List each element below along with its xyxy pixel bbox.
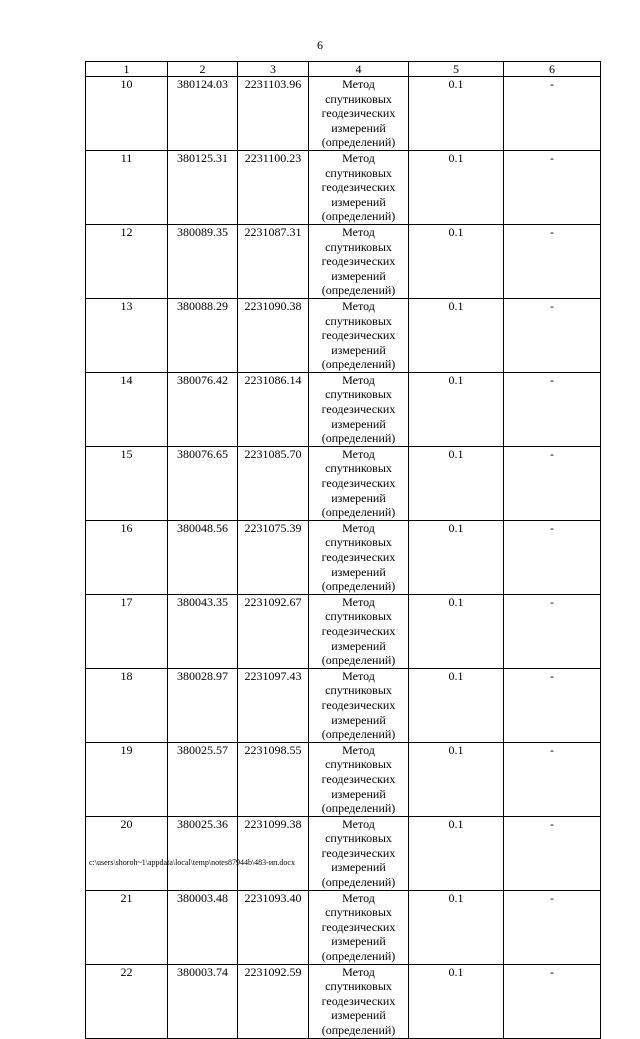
method-cell: Метод спутниковых геодезических измерений (определений) xyxy=(309,964,409,1038)
accuracy-cell: 0.1 xyxy=(409,150,504,224)
table-row xyxy=(86,77,601,151)
accuracy-cell: 0.1 xyxy=(409,742,504,816)
note-cell: - xyxy=(504,668,601,742)
table-row xyxy=(86,298,601,372)
point-number-cell: 11 xyxy=(86,150,168,224)
table-row xyxy=(86,224,601,298)
column-header: 5 xyxy=(409,62,504,77)
y-coordinate-cell: 2231085.70 xyxy=(238,446,309,520)
accuracy-cell: 0.1 xyxy=(409,520,504,594)
y-coordinate-cell: 2231093.40 xyxy=(238,890,309,964)
point-number-cell: 10 xyxy=(86,77,168,151)
accuracy-cell: 0.1 xyxy=(409,890,504,964)
note-cell: - xyxy=(504,372,601,446)
point-number-cell: 13 xyxy=(86,298,168,372)
method-cell: Метод спутниковых геодезических измерений (определений) xyxy=(309,77,409,151)
method-cell: Метод спутниковых геодезических измерений (определений) xyxy=(309,742,409,816)
method-cell: Метод спутниковых геодезических измерений (определений) xyxy=(309,372,409,446)
method-cell: Метод спутниковых геодезических измерений (определений) xyxy=(309,668,409,742)
x-coordinate-cell: 380125.31 xyxy=(168,150,238,224)
point-number-cell: 18 xyxy=(86,668,168,742)
x-coordinate-cell: 380025.57 xyxy=(168,742,238,816)
accuracy-cell: 0.1 xyxy=(409,446,504,520)
method-cell: Метод спутниковых геодезических измерений (определений) xyxy=(309,890,409,964)
accuracy-cell: 0.1 xyxy=(409,668,504,742)
accuracy-cell: 0.1 xyxy=(409,372,504,446)
point-number-cell: 19 xyxy=(86,742,168,816)
table-header-row xyxy=(86,62,601,77)
x-coordinate-cell: 380003.74 xyxy=(168,964,238,1038)
x-coordinate-cell: 380088.29 xyxy=(168,298,238,372)
y-coordinate-cell: 2231086.14 xyxy=(238,372,309,446)
point-number-cell: 22 xyxy=(86,964,168,1038)
y-coordinate-cell: 2231103.96 xyxy=(238,77,309,151)
table-row xyxy=(86,668,601,742)
method-cell: Метод спутниковых геодезических измерений (определений) xyxy=(309,150,409,224)
note-cell: - xyxy=(504,520,601,594)
accuracy-cell: 0.1 xyxy=(409,594,504,668)
table-row xyxy=(86,964,601,1038)
accuracy-cell: 0.1 xyxy=(409,816,504,890)
y-coordinate-cell: 2231097.43 xyxy=(238,668,309,742)
x-coordinate-cell: 380048.56 xyxy=(168,520,238,594)
y-coordinate-cell: 2231090.38 xyxy=(238,298,309,372)
accuracy-cell: 0.1 xyxy=(409,224,504,298)
y-coordinate-cell: 2231075.39 xyxy=(238,520,309,594)
table-row xyxy=(86,816,601,890)
method-cell: Метод спутниковых геодезических измерений (определений) xyxy=(309,446,409,520)
accuracy-cell: 0.1 xyxy=(409,964,504,1038)
note-cell: - xyxy=(504,446,601,520)
file-path-footer: c:\users\shoroh~1\appdata\local\temp\notes87944b\483-ип.docx xyxy=(89,858,295,867)
column-header: 1 xyxy=(86,62,168,77)
method-cell: Метод спутниковых геодезических измерений (определений) xyxy=(309,520,409,594)
page-number: 6 xyxy=(317,38,323,52)
note-cell: - xyxy=(504,298,601,372)
method-cell: Метод спутниковых геодезических измерений (определений) xyxy=(309,224,409,298)
column-header: 3 xyxy=(238,62,309,77)
x-coordinate-cell: 380076.65 xyxy=(168,446,238,520)
point-number-cell: 14 xyxy=(86,372,168,446)
table-row xyxy=(86,150,601,224)
y-coordinate-cell: 2231100.23 xyxy=(238,150,309,224)
note-cell: - xyxy=(504,890,601,964)
y-coordinate-cell: 2231098.55 xyxy=(238,742,309,816)
method-cell: Метод спутниковых геодезических измерений (определений) xyxy=(309,816,409,890)
table-row xyxy=(86,594,601,668)
table-body xyxy=(86,77,601,1039)
note-cell: - xyxy=(504,594,601,668)
table-row xyxy=(86,742,601,816)
note-cell: - xyxy=(504,742,601,816)
note-cell: - xyxy=(504,816,601,890)
point-number-cell: 15 xyxy=(86,446,168,520)
x-coordinate-cell: 380025.36 xyxy=(168,816,238,890)
point-number-cell: 20 xyxy=(86,816,168,890)
accuracy-cell: 0.1 xyxy=(409,77,504,151)
point-number-cell: 12 xyxy=(86,224,168,298)
table-row xyxy=(86,890,601,964)
note-cell: - xyxy=(504,964,601,1038)
y-coordinate-cell: 2231092.67 xyxy=(238,594,309,668)
note-cell: - xyxy=(504,150,601,224)
point-number-cell: 21 xyxy=(86,890,168,964)
x-coordinate-cell: 380089.35 xyxy=(168,224,238,298)
accuracy-cell: 0.1 xyxy=(409,298,504,372)
x-coordinate-cell: 380124.03 xyxy=(168,77,238,151)
x-coordinate-cell: 380028.97 xyxy=(168,668,238,742)
column-header: 6 xyxy=(504,62,601,77)
x-coordinate-cell: 380003.48 xyxy=(168,890,238,964)
note-cell: - xyxy=(504,224,601,298)
table-row xyxy=(86,372,601,446)
column-header: 4 xyxy=(309,62,409,77)
method-cell: Метод спутниковых геодезических измерений (определений) xyxy=(309,298,409,372)
x-coordinate-cell: 380076.42 xyxy=(168,372,238,446)
method-cell: Метод спутниковых геодезических измерений (определений) xyxy=(309,594,409,668)
point-number-cell: 16 xyxy=(86,520,168,594)
column-header: 2 xyxy=(168,62,238,77)
x-coordinate-cell: 380043.35 xyxy=(168,594,238,668)
point-number-cell: 17 xyxy=(86,594,168,668)
y-coordinate-cell: 2231099.38 xyxy=(238,816,309,890)
note-cell: - xyxy=(504,77,601,151)
y-coordinate-cell: 2231092.59 xyxy=(238,964,309,1038)
y-coordinate-cell: 2231087.31 xyxy=(238,224,309,298)
table-row xyxy=(86,520,601,594)
table-row xyxy=(86,446,601,520)
coordinates-table xyxy=(85,61,601,1039)
